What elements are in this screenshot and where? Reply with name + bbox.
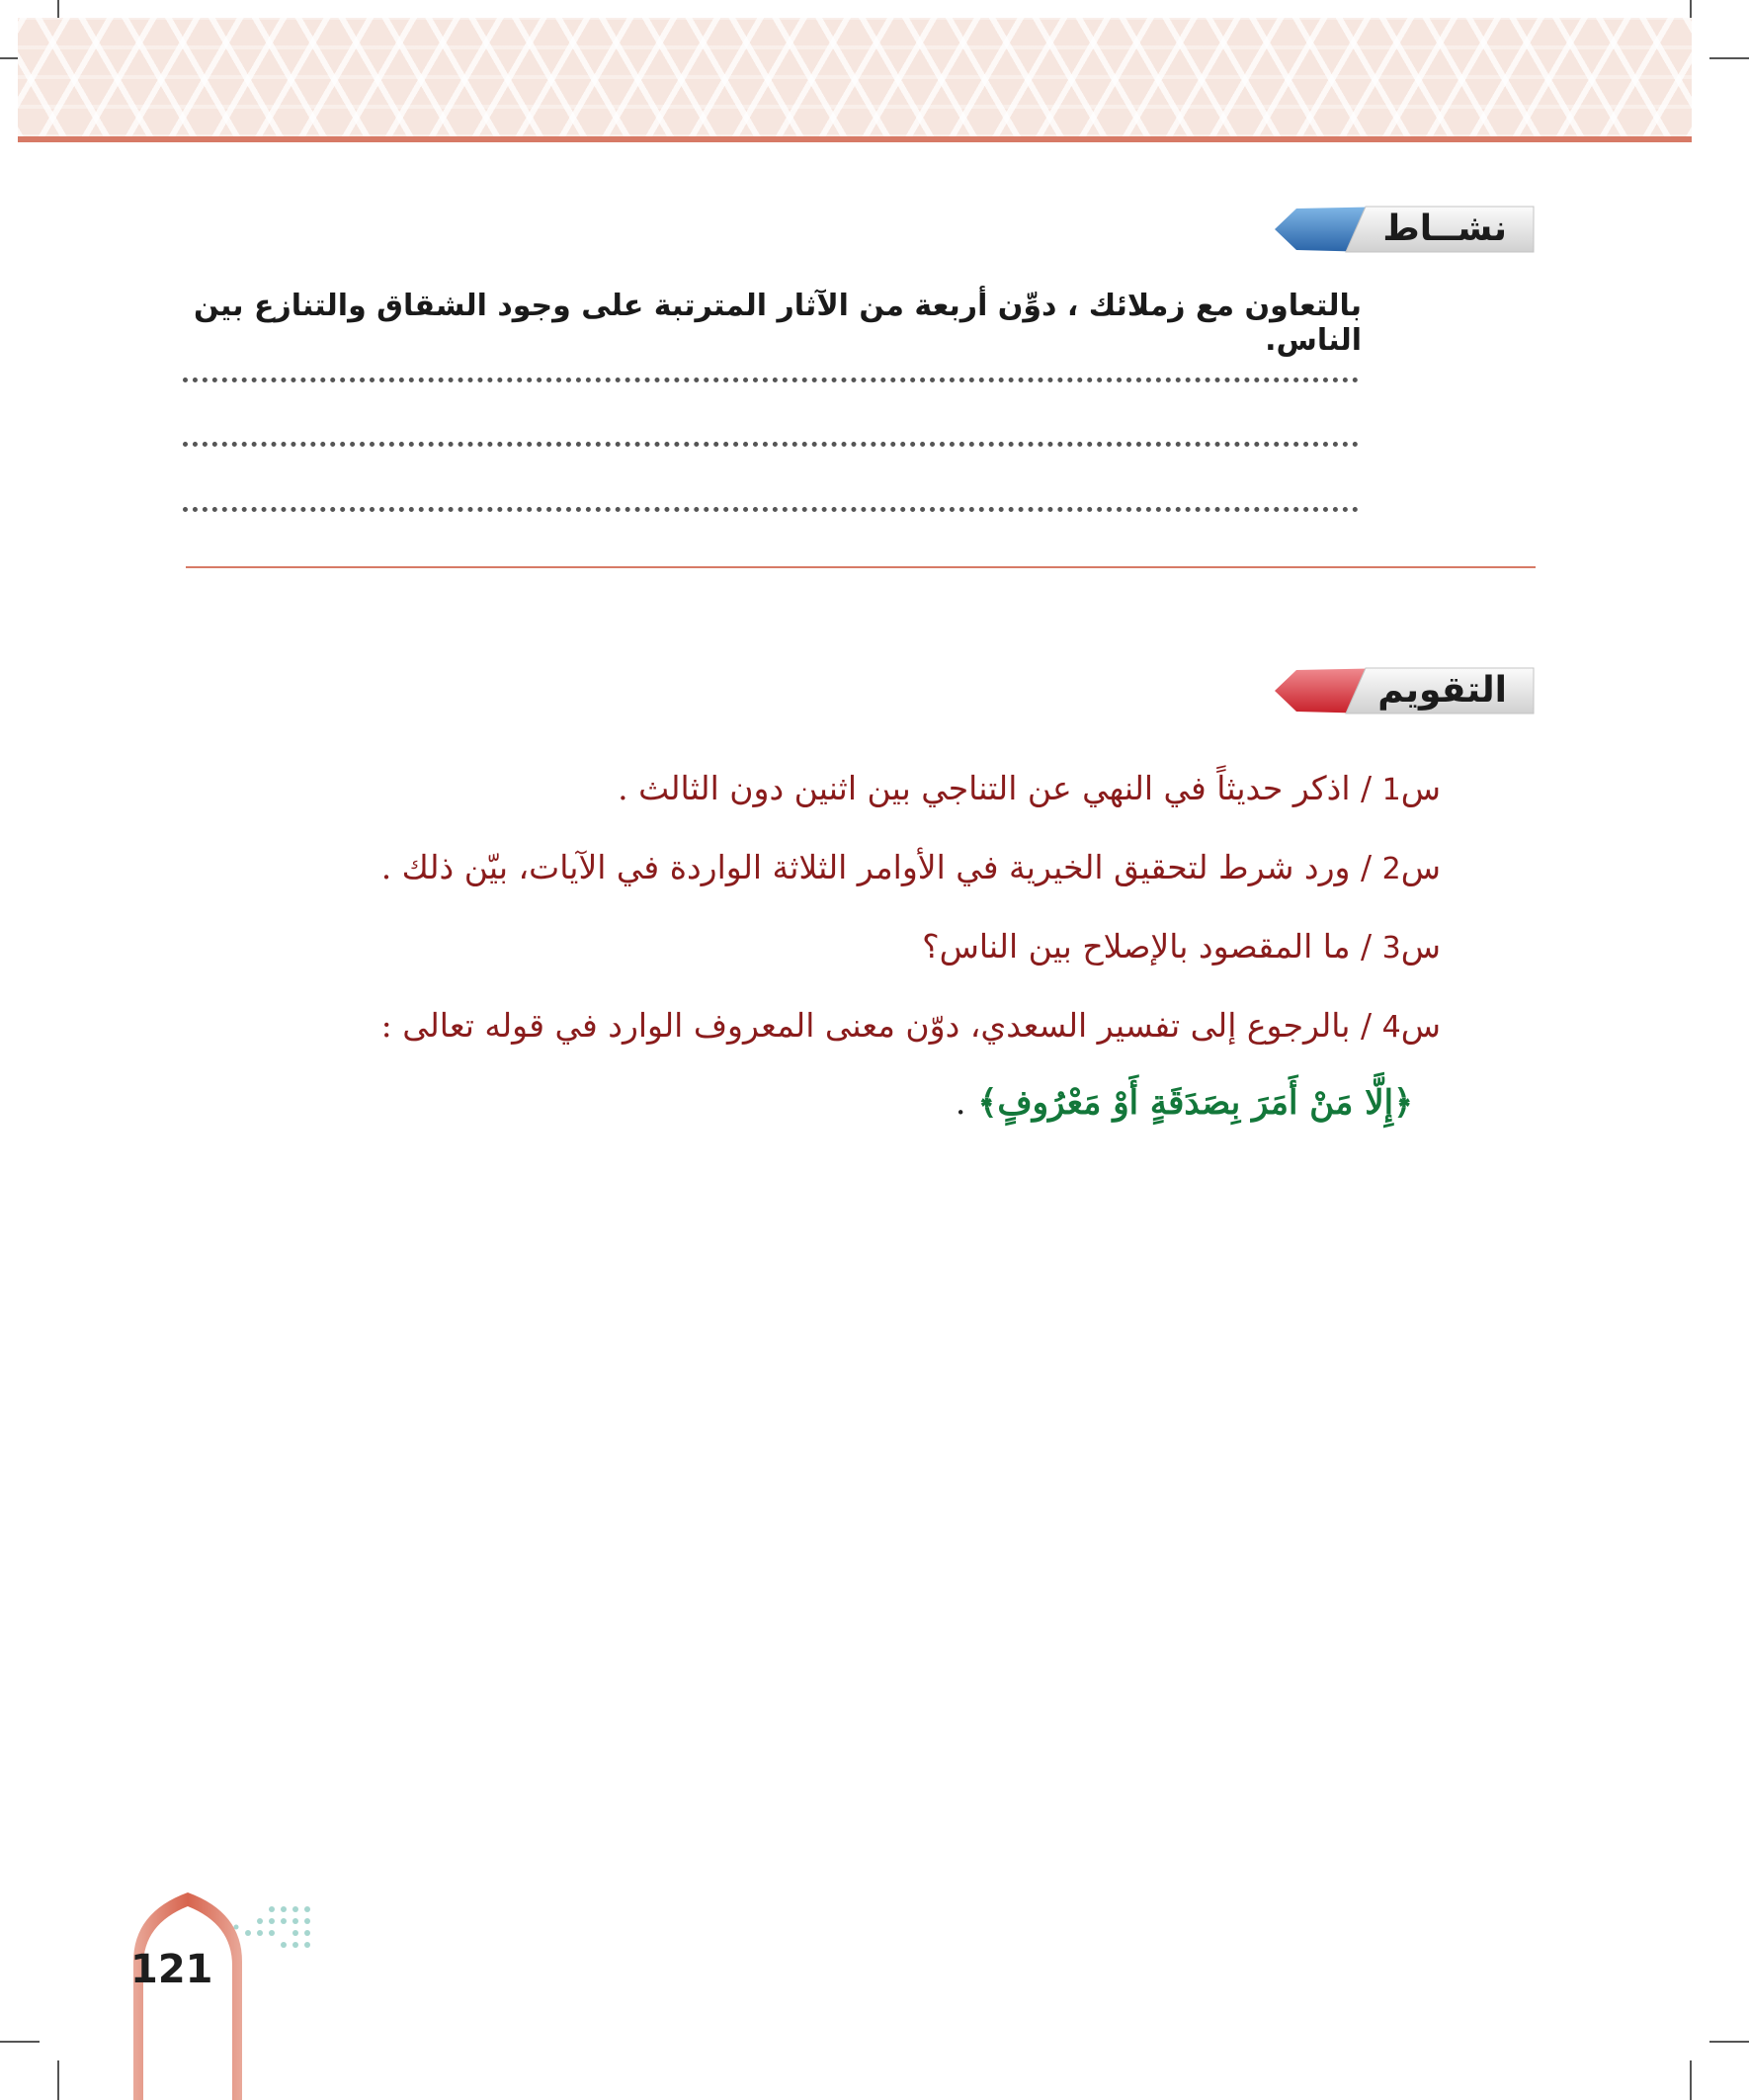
question-number: 2 — [1381, 852, 1401, 886]
question-text: / ورد شرط لتحقيق الخيرية في الأوامر الثلاثة الواردة في الآيات، بيّن ذلك . — [380, 848, 1373, 886]
crop-mark — [0, 2041, 40, 2043]
answer-line[interactable] — [183, 507, 1359, 512]
ayah-end: . — [955, 1083, 966, 1123]
question-number: 1 — [1381, 773, 1401, 807]
activity-section-tab — [1275, 201, 1537, 258]
question-4 — [156, 1006, 1441, 1045]
question-3 — [156, 927, 1441, 966]
question-number: 3 — [1381, 931, 1401, 966]
question-number: 4 — [1381, 1010, 1401, 1045]
crop-mark — [1709, 2041, 1749, 2043]
evaluation-section-tab — [1275, 662, 1537, 719]
question-2 — [156, 848, 1441, 886]
question-prefix: س — [1400, 769, 1441, 807]
question-text: / اذكر حديثاً في النهي عن التناجي بين اثنين دون الثالث . — [618, 769, 1373, 807]
activity-title: نشــاط — [1382, 209, 1507, 249]
answer-line[interactable] — [183, 442, 1359, 447]
page-number: 121 — [130, 1947, 213, 1992]
quran-verse — [623, 1082, 1413, 1123]
section-divider — [186, 566, 1536, 568]
question-prefix: س — [1400, 1006, 1441, 1045]
question-1 — [156, 769, 1441, 807]
question-prefix: س — [1400, 848, 1441, 886]
header-banner — [18, 18, 1692, 138]
question-prefix: س — [1400, 927, 1441, 966]
answer-line[interactable] — [183, 378, 1359, 382]
evaluation-title: التقويم — [1377, 670, 1507, 711]
activity-instruction: بالتعاون مع زملائك ، دوِّن أربعة من الآثار المترتبة على وجود الشقاق والتنازع بين الناس. — [194, 289, 1362, 358]
ayah-text: ﴿إِلَّا مَنْ أَمَرَ بِصَدَقَةٍ أَوْ مَعْرُوفٍ﴾ — [977, 1083, 1413, 1123]
crop-mark — [1709, 57, 1749, 59]
page-number-arch — [133, 1892, 242, 2100]
crop-mark — [57, 2060, 59, 2100]
question-text: / ما المقصود بالإصلاح بين الناس؟ — [922, 927, 1373, 966]
header-banner-line — [18, 136, 1692, 142]
question-text: / بالرجوع إلى تفسير السعدي، دوّن معنى المعروف الوارد في قوله تعالى : — [380, 1006, 1373, 1045]
crop-mark — [1690, 2060, 1692, 2100]
